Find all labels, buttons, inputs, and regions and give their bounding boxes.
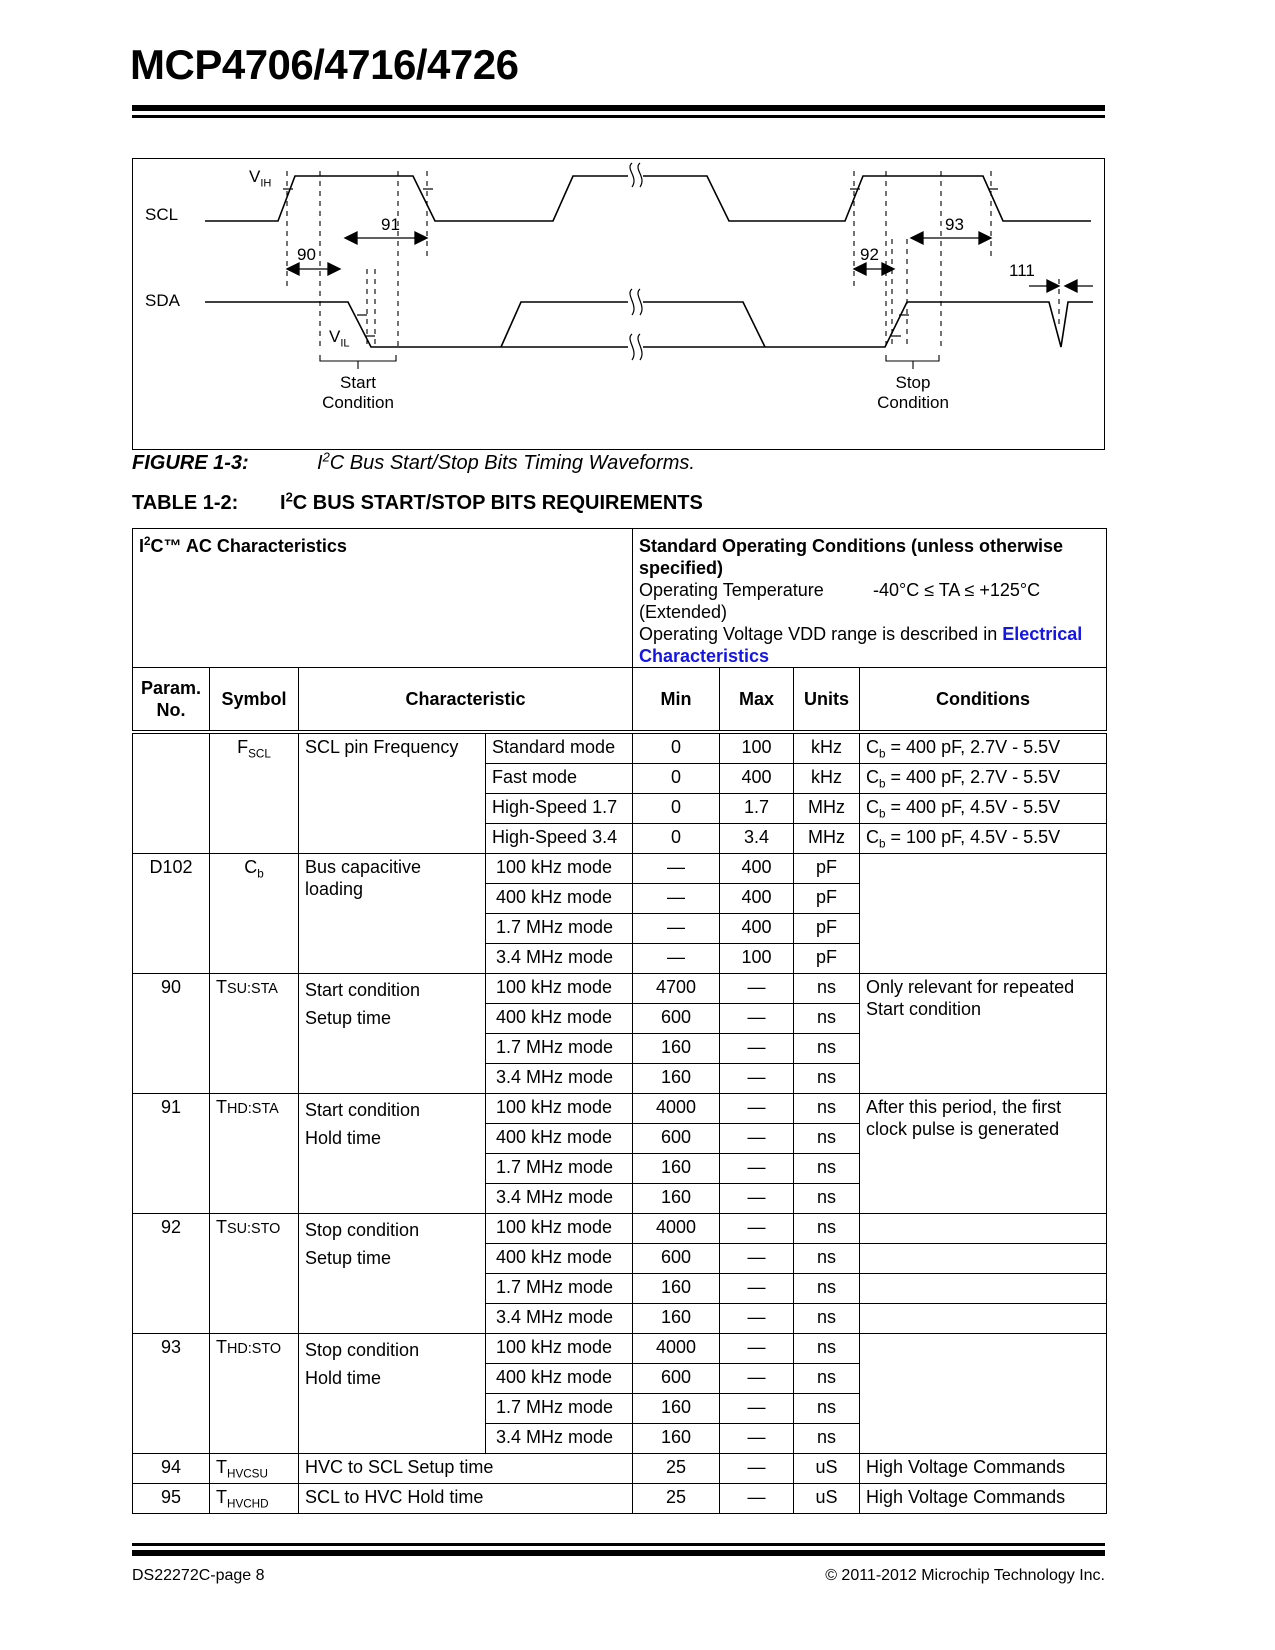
min-cell: 4000 xyxy=(633,1094,720,1124)
symbol-smallcaps: HD:STO xyxy=(227,1341,282,1357)
symbol-sub: HVCHD xyxy=(227,1497,269,1511)
table-row xyxy=(133,1454,1107,1484)
max-cell: — xyxy=(720,1154,794,1184)
mode-cell: 400 kHz mode xyxy=(486,1124,633,1154)
symbol-cell xyxy=(210,1484,299,1514)
table-row xyxy=(133,1484,1107,1514)
symbol-smallcaps: SU:STO xyxy=(227,1221,281,1237)
characteristic-line: Hold time xyxy=(305,1368,382,1388)
title-i: I xyxy=(280,492,286,514)
units-cell: ns xyxy=(794,1064,860,1094)
min-cell: 600 xyxy=(633,1004,720,1034)
mode-cell: 400 kHz mode xyxy=(486,1004,633,1034)
units-cell: ns xyxy=(794,1214,860,1244)
min-cell: 4000 xyxy=(633,1214,720,1244)
min-cell: — xyxy=(633,854,720,884)
conditions-cell xyxy=(860,1244,1107,1274)
max-cell: 3.4 xyxy=(720,824,794,854)
conditions-cell: Only relevant for repeated Start condition xyxy=(860,974,1107,1094)
stop-label-line1: Stop xyxy=(895,373,931,392)
hdr-sup: 2 xyxy=(144,535,151,548)
units-cell: ns xyxy=(794,1334,860,1364)
conditions-cell xyxy=(860,732,1107,764)
caption-sup: 2 xyxy=(322,449,330,465)
page-number: DS22272C-page 8 xyxy=(132,1567,265,1584)
op-temp-line xyxy=(639,579,1100,623)
table-title xyxy=(132,489,703,515)
mode-cell: 400 kHz mode xyxy=(486,884,633,914)
param-cell: 95 xyxy=(133,1484,210,1514)
min-cell: 160 xyxy=(633,1154,720,1184)
timing-arrows xyxy=(287,232,1093,292)
op-voltage-line xyxy=(639,623,1100,667)
symbol-text: T xyxy=(216,1217,227,1237)
mode-cell: 1.7 MHz mode xyxy=(486,1154,633,1184)
requirements-table xyxy=(132,528,1107,1514)
mode-cell: 100 kHz mode xyxy=(486,854,633,884)
cond-rest: = 400 pF, 2.7V - 5.5V xyxy=(885,767,1061,787)
characteristic-line: HVC to SCL Setup time xyxy=(305,1457,494,1477)
symbol-smallcaps: SU:STA xyxy=(227,981,278,997)
symbol-cell xyxy=(210,1094,299,1214)
characteristic-line: SCL pin Frequency xyxy=(305,737,459,757)
symbol-text: T xyxy=(216,1097,227,1117)
units-cell: kHz xyxy=(794,732,860,764)
mode-cell: 100 kHz mode xyxy=(486,1214,633,1244)
characteristic-cell xyxy=(299,1094,486,1214)
max-cell: — xyxy=(720,1304,794,1334)
op-temp-label: Operating Temperature xyxy=(639,580,824,600)
start-label-line1: Start xyxy=(340,373,376,392)
min-cell: 0 xyxy=(633,764,720,794)
characteristic-line: Stop condition xyxy=(305,1340,420,1360)
units-cell: ns xyxy=(794,1154,860,1184)
title-sup: 2 xyxy=(285,489,293,505)
timing-diagram xyxy=(132,158,1105,450)
max-cell: — xyxy=(720,974,794,1004)
footer-rule-thin xyxy=(132,1543,1105,1546)
max-cell: — xyxy=(720,1394,794,1424)
ac-characteristics-heading xyxy=(133,529,633,668)
symbol-text: T xyxy=(216,977,227,997)
min-cell: — xyxy=(633,944,720,974)
timing-label-111: 111 xyxy=(1009,261,1035,280)
mode-cell: 1.7 MHz mode xyxy=(486,1394,633,1424)
max-cell: — xyxy=(720,1064,794,1094)
max-cell: — xyxy=(720,1094,794,1124)
characteristic-line: Hold time xyxy=(305,1128,382,1148)
min-cell: 25 xyxy=(633,1454,720,1484)
max-cell: 400 xyxy=(720,854,794,884)
mode-cell: Standard mode xyxy=(486,732,633,764)
symbol-sub: b xyxy=(257,867,264,881)
col-units: Units xyxy=(794,668,860,733)
conditions-cell: After this period, the first clock pulse is generated xyxy=(860,1094,1107,1214)
symbol-cell xyxy=(210,732,299,854)
max-cell: 1.7 xyxy=(720,794,794,824)
characteristic-line: Start condition xyxy=(305,980,421,1000)
characteristic-cell xyxy=(299,732,486,854)
max-cell: — xyxy=(720,1034,794,1064)
units-cell: pF xyxy=(794,914,860,944)
hdr-rest: C™ AC Characteristics xyxy=(150,536,347,556)
symbol-smallcaps: HD:STA xyxy=(227,1101,279,1117)
mode-cell: 3.4 MHz mode xyxy=(486,1184,633,1214)
table-body xyxy=(133,732,1107,1514)
document-title: MCP4706/4716/4726 xyxy=(130,41,519,88)
characteristic-cell xyxy=(299,1454,633,1484)
stop-label-line2: Condition xyxy=(877,393,949,412)
units-cell: kHz xyxy=(794,764,860,794)
conditions-cell xyxy=(860,854,1107,974)
param-cell: 93 xyxy=(133,1334,210,1454)
param-cell: 90 xyxy=(133,974,210,1094)
symbol-cell xyxy=(210,974,299,1094)
min-cell: — xyxy=(633,884,720,914)
min-cell: 160 xyxy=(633,1394,720,1424)
characteristic-cell xyxy=(299,1334,486,1454)
conditions-cell xyxy=(860,794,1107,824)
units-cell: ns xyxy=(794,1034,860,1064)
col-conditions: Conditions xyxy=(860,668,1107,733)
units-cell: pF xyxy=(794,854,860,884)
title-rest: C BUS START/STOP BITS REQUIREMENTS xyxy=(292,492,703,514)
cond-sub: b xyxy=(879,807,886,821)
units-cell: pF xyxy=(794,944,860,974)
characteristic-line: Setup time xyxy=(305,1008,392,1028)
symbol-sub: SCL xyxy=(248,747,271,761)
units-cell: ns xyxy=(794,1304,860,1334)
col-param: Param. No. xyxy=(133,668,210,733)
cond-sub: b xyxy=(879,837,886,851)
mode-cell: 100 kHz mode xyxy=(486,974,633,1004)
param-cell: 91 xyxy=(133,1094,210,1214)
min-cell: 160 xyxy=(633,1304,720,1334)
table-row xyxy=(133,1334,1107,1364)
min-cell: 600 xyxy=(633,1124,720,1154)
units-cell: ns xyxy=(794,1244,860,1274)
characteristic-cell xyxy=(299,1214,486,1334)
max-cell: — xyxy=(720,1124,794,1154)
units-cell: ns xyxy=(794,974,860,1004)
footer-rule-thick xyxy=(132,1550,1105,1556)
mode-cell: 100 kHz mode xyxy=(486,1094,633,1124)
op-voltage-text: Operating Voltage VDD range is described in xyxy=(639,624,998,644)
min-cell: 160 xyxy=(633,1034,720,1064)
conditions-cell xyxy=(860,1304,1107,1334)
units-cell: ns xyxy=(794,1424,860,1454)
col-max: Max xyxy=(720,668,794,733)
units-cell: pF xyxy=(794,884,860,914)
start-condition-label xyxy=(303,373,413,413)
characteristic-line: Bus capacitive xyxy=(305,857,422,877)
cond-c: C xyxy=(866,767,879,787)
vih-label xyxy=(249,167,272,190)
table-row xyxy=(133,974,1107,1004)
mode-cell: Fast mode xyxy=(486,764,633,794)
timing-label-92: 92 xyxy=(860,245,879,264)
min-cell: 160 xyxy=(633,1184,720,1214)
max-cell: — xyxy=(720,1424,794,1454)
characteristic-line: SCL to HVC Hold time xyxy=(305,1487,484,1507)
mode-cell: 100 kHz mode xyxy=(486,1334,633,1364)
table-row xyxy=(133,1094,1107,1124)
timing-label-91: 91 xyxy=(381,215,400,234)
guide-lines xyxy=(287,171,1059,349)
units-cell: MHz xyxy=(794,794,860,824)
min-cell: 160 xyxy=(633,1274,720,1304)
max-cell: 400 xyxy=(720,884,794,914)
vih-text: V xyxy=(249,167,261,186)
vil-sub: IL xyxy=(340,337,350,350)
mode-cell: High-Speed 1.7 xyxy=(486,794,633,824)
mode-cell: 1.7 MHz mode xyxy=(486,914,633,944)
mode-cell: 400 kHz mode xyxy=(486,1244,633,1274)
characteristic-cell xyxy=(299,854,486,974)
mode-cell: High-Speed 3.4 xyxy=(486,824,633,854)
timing-label-93: 93 xyxy=(945,215,964,234)
vil-text: V xyxy=(329,327,341,346)
symbol-text: F xyxy=(237,737,249,757)
symbol-cell xyxy=(210,1454,299,1484)
max-cell: — xyxy=(720,1454,794,1484)
caption-i: I xyxy=(317,452,323,474)
figure-caption xyxy=(132,449,695,475)
units-cell: uS xyxy=(794,1454,860,1484)
conditions-cell xyxy=(860,764,1107,794)
col-symbol: Symbol xyxy=(210,668,299,733)
units-cell: ns xyxy=(794,1004,860,1034)
cond-c: C xyxy=(866,737,879,757)
min-cell: 4000 xyxy=(633,1334,720,1364)
timing-label-90: 90 xyxy=(297,245,316,264)
characteristic-cell xyxy=(299,1484,633,1514)
min-cell: 160 xyxy=(633,1064,720,1094)
param-cell xyxy=(133,732,210,854)
max-cell: 100 xyxy=(720,944,794,974)
max-cell: — xyxy=(720,1244,794,1274)
op-temp-value: -40°C ≤ TA ≤ +125°C (Extended) xyxy=(639,580,1041,622)
stop-condition-label xyxy=(858,373,968,413)
mode-cell: 1.7 MHz mode xyxy=(486,1034,633,1064)
cond-rest: = 100 pF, 4.5V - 5.5V xyxy=(885,827,1061,847)
min-cell: 600 xyxy=(633,1244,720,1274)
condition-braces xyxy=(320,355,939,369)
cond-c: C xyxy=(866,827,879,847)
param-cell: 92 xyxy=(133,1214,210,1334)
min-cell: 600 xyxy=(633,1364,720,1394)
col-min: Min xyxy=(633,668,720,733)
max-cell: — xyxy=(720,1004,794,1034)
start-label-line2: Condition xyxy=(322,393,394,412)
vih-sub: IH xyxy=(260,177,272,190)
min-cell: 25 xyxy=(633,1484,720,1514)
cond-sub: b xyxy=(879,747,886,761)
max-cell: — xyxy=(720,1274,794,1304)
min-cell: 0 xyxy=(633,824,720,854)
characteristic-line: loading xyxy=(305,879,364,899)
units-cell: ns xyxy=(794,1364,860,1394)
max-cell: — xyxy=(720,1214,794,1244)
column-header-row xyxy=(133,668,1107,733)
caption-rest: C Bus Start/Stop Bits Timing Waveforms. xyxy=(329,452,695,474)
min-cell: 4700 xyxy=(633,974,720,1004)
max-cell: — xyxy=(720,1364,794,1394)
conditions-title: Standard Operating Conditions (unless otherwise specified) xyxy=(639,536,1064,578)
characteristic-line: Setup time xyxy=(305,1248,392,1268)
units-cell: ns xyxy=(794,1394,860,1424)
characteristic-line: Stop condition xyxy=(305,1220,420,1240)
cond-rest: = 400 pF, 2.7V - 5.5V xyxy=(885,737,1061,757)
symbol-text: T xyxy=(216,1487,227,1507)
figure-caption-text xyxy=(317,449,695,474)
conditions-cell xyxy=(860,1214,1107,1244)
conditions-cell xyxy=(860,1274,1107,1304)
copyright: © 2011-2012 Microchip Technology Inc. xyxy=(825,1567,1105,1584)
param-cell: 94 xyxy=(133,1454,210,1484)
units-cell: MHz xyxy=(794,824,860,854)
mode-cell: 1.7 MHz mode xyxy=(486,1274,633,1304)
symbol-sub: HVCSU xyxy=(227,1467,268,1481)
header-rule-thin xyxy=(132,115,1105,118)
symbol-text: T xyxy=(216,1457,227,1477)
max-cell: — xyxy=(720,1184,794,1214)
figure-label: FIGURE 1-3: xyxy=(132,452,249,474)
param-cell: D102 xyxy=(133,854,210,974)
table-label: TABLE 1-2: xyxy=(132,492,239,514)
vil-label xyxy=(329,327,350,350)
mode-cell: 3.4 MHz mode xyxy=(486,1424,633,1454)
max-cell: — xyxy=(720,1334,794,1364)
cond-sub: b xyxy=(879,777,886,791)
conditions-cell xyxy=(860,1334,1107,1454)
max-cell: 400 xyxy=(720,914,794,944)
symbol-cell xyxy=(210,854,299,974)
max-cell: 400 xyxy=(720,764,794,794)
col-characteristic: Characteristic xyxy=(299,668,633,733)
units-cell: uS xyxy=(794,1484,860,1514)
table-conditions-header xyxy=(133,529,1107,668)
max-cell: 100 xyxy=(720,732,794,764)
scl-label: SCL xyxy=(145,205,179,224)
conditions-cell xyxy=(860,824,1107,854)
units-cell: ns xyxy=(794,1124,860,1154)
symbol-cell xyxy=(210,1214,299,1334)
min-cell: — xyxy=(633,914,720,944)
electrical-characteristics-link[interactable]: Electrical Characteristics xyxy=(639,624,1083,666)
characteristic-cell xyxy=(299,974,486,1094)
cond-c: C xyxy=(866,797,879,817)
conditions-cell: High Voltage Commands xyxy=(860,1454,1107,1484)
min-cell: 0 xyxy=(633,794,720,824)
table-row xyxy=(133,854,1107,884)
mode-cell: 3.4 MHz mode xyxy=(486,1064,633,1094)
symbol-text: T xyxy=(216,1337,227,1357)
mode-cell: 3.4 MHz mode xyxy=(486,944,633,974)
table-row xyxy=(133,1214,1107,1244)
sda-label: SDA xyxy=(145,291,180,310)
hdr-i: I xyxy=(139,536,145,556)
units-cell: ns xyxy=(794,1094,860,1124)
cond-rest: = 400 pF, 4.5V - 5.5V xyxy=(885,797,1061,817)
min-cell: 160 xyxy=(633,1424,720,1454)
operating-conditions xyxy=(633,529,1107,668)
characteristic-line: Start condition xyxy=(305,1100,421,1120)
break-icon xyxy=(630,163,642,360)
units-cell: ns xyxy=(794,1184,860,1214)
mode-cell: 400 kHz mode xyxy=(486,1364,633,1394)
table-row xyxy=(133,732,1107,764)
symbol-text: C xyxy=(244,857,258,877)
symbol-cell xyxy=(210,1334,299,1454)
mode-cell: 3.4 MHz mode xyxy=(486,1304,633,1334)
units-cell: ns xyxy=(794,1274,860,1304)
max-cell: — xyxy=(720,1484,794,1514)
min-cell: 0 xyxy=(633,732,720,764)
header-rule-thick xyxy=(132,105,1105,111)
conditions-cell: High Voltage Commands xyxy=(860,1484,1107,1514)
